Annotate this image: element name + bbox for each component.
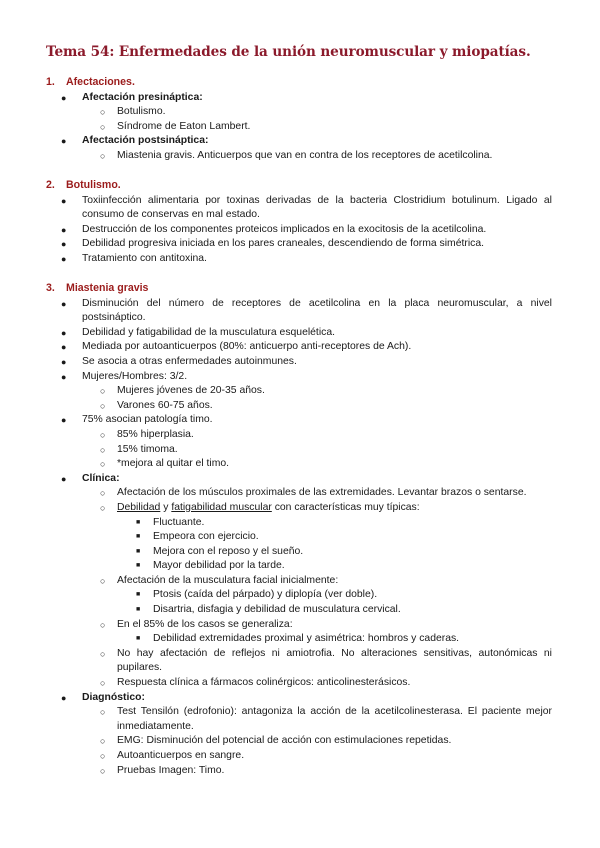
square-bullet-icon: ■: [136, 562, 141, 570]
list-item: ○ 85% hiperplasia.: [0, 428, 553, 443]
circle-bullet-icon: ○: [100, 386, 106, 397]
list-item: ○ Botulismo.: [0, 105, 552, 120]
list-item: ○ Miastenia gravis. Anticuerpos que van en contra de los receptores de acetilcolina.: [0, 149, 552, 164]
bullet-icon: ●: [61, 415, 67, 426]
list-item: ○ Afectación de la musculatura facial inicialmente:: [0, 574, 553, 589]
list-item: ● Destrucción de los componentes proteicos implicados en la exocitosis de la acetilcolina.: [0, 223, 552, 238]
list-item: ■ Mayor debilidad por la tarde.: [0, 559, 553, 574]
list-item: ● Debilidad progresiva iniciada en los pares craneales, descendiendo de forma simétrica.: [0, 237, 552, 252]
bullet-icon: ●: [61, 356, 67, 367]
list-item: ■ Fluctuante.: [0, 516, 553, 531]
list-item: ■ Debilidad extremidades proximal y asimétrica: hombros y caderas.: [0, 632, 553, 647]
list-item: ○ Test Tensilón (edrofonio): antagoniza la acción de la acetilcolinesterasa. El paciente mejor inmediatamente.: [100, 706, 552, 732]
square-bullet-icon: ■: [136, 533, 141, 541]
bullet-icon: ●: [61, 253, 67, 264]
list-item: ○ *mejora al quitar el timo.: [0, 457, 553, 472]
list-item: ○ Afectación de los músculos proximales de las extremidades. Levantar brazos o sentarse.: [0, 486, 553, 501]
bullet-icon: ●: [61, 239, 67, 250]
circle-bullet-icon: ○: [100, 150, 106, 161]
list-item: ○ Respuesta clínica a fármacos colinérgicos: anticolinesterásicos.: [0, 676, 553, 691]
circle-bullet-icon: ○: [100, 121, 106, 132]
list-item: ● Debilidad y fatigabilidad de la musculatura esquelética.: [0, 326, 553, 341]
circle-bullet-icon: ○: [100, 619, 106, 630]
circle-bullet-icon: ○: [100, 707, 106, 718]
bullet-icon: ●: [61, 473, 67, 484]
circle-bullet-icon: ○: [100, 107, 106, 118]
list-item: ■ Ptosis (caída del párpado) y diplopía (ver doble).: [0, 588, 553, 603]
bullet-icon: ●: [61, 92, 67, 103]
circle-bullet-icon: ○: [100, 444, 106, 455]
list-item: ○ Pruebas Imagen: Timo.: [0, 764, 553, 779]
circle-bullet-icon: ○: [100, 575, 106, 586]
list-item: ○ 15% timoma.: [0, 443, 553, 458]
list-item: ○ Varones 60-75 años.: [0, 399, 553, 414]
list-item: ■ Empeora con ejercicio.: [0, 530, 553, 545]
list-item: ● Mediada por autoanticuerpos (80%: anticuerpo anti-receptores de Ach).: [0, 340, 553, 355]
circle-bullet-icon: ○: [100, 648, 106, 659]
square-bullet-icon: ■: [136, 591, 141, 599]
list-item: ■ Disartria, disfagia y debilidad de musculatura cervical.: [0, 603, 553, 618]
list-item: ○ Autoanticuerpos en sangre.: [0, 749, 553, 764]
circle-bullet-icon: ○: [100, 751, 106, 761]
square-bullet-icon: ■: [136, 606, 141, 614]
bullet-icon: ●: [61, 224, 67, 235]
square-bullet-icon: ■: [136, 547, 141, 555]
section-heading: 2. Botulismo.: [46, 179, 121, 191]
list-item: ● 75% asocian patología timo.: [0, 413, 553, 428]
list-item: ● Mujeres/Hombres: 3/2.: [0, 370, 553, 385]
list-item: ○ Mujeres jóvenes de 20-35 años.: [0, 384, 553, 399]
circle-bullet-icon: ○: [100, 488, 106, 499]
list-item: ● Afectación presináptica:: [0, 91, 552, 106]
list-item: ● Toxiinfección alimentaria por toxinas derivadas de la bacteria Clostridium botulinum. Ligado al consumo de conservas en mal estado.: [61, 194, 552, 221]
bullet-icon: ●: [61, 327, 67, 338]
list-item: ○ En el 85% de los casos se generaliza:: [0, 618, 553, 633]
square-bullet-icon: ■: [136, 518, 141, 526]
bullet-icon: ●: [61, 692, 67, 703]
list-item: ○ EMG: Disminución del potencial de acción con estimulaciones repetidas.: [0, 734, 553, 749]
list-item: ○ Debilidad y fatigabilidad muscular con características muy típicas:: [0, 501, 553, 516]
square-bullet-icon: ■: [136, 635, 141, 643]
list-item: ● Clínica:: [0, 472, 553, 487]
circle-bullet-icon: ○: [100, 678, 106, 689]
circle-bullet-icon: ○: [100, 736, 106, 747]
list-item: ● Disminución del número de receptores de acetilcolina en la placa neuromuscular, a nivel postsináptico.: [61, 297, 552, 324]
list-item: ○ Síndrome de Eaton Lambert.: [0, 120, 552, 135]
circle-bullet-icon: ○: [100, 400, 106, 411]
list-item: ■ Mejora con el reposo y el sueño.: [0, 545, 553, 560]
list-item: ● Diagnóstico:: [0, 691, 553, 706]
bullet-icon: ●: [61, 342, 67, 353]
circle-bullet-icon: ○: [100, 502, 106, 513]
bullet-icon: ●: [61, 136, 67, 147]
bullet-icon: ●: [61, 298, 67, 309]
bullet-icon: ●: [61, 195, 67, 206]
section-heading: 3. Miastenia gravis: [46, 282, 149, 294]
page-title: Tema 54: Enfermedades de la unión neuromuscular y miopatías.: [46, 44, 531, 60]
circle-bullet-icon: ○: [100, 429, 106, 440]
list-item: ● Tratamiento con antitoxina.: [0, 252, 552, 267]
list-item: ● Se asocia a otras enfermedades autoinmunes.: [0, 355, 553, 370]
list-item: ○ No hay afectación de reflejos ni amiotrofia. No alteraciones sensitivas, autonómicas ni pupilares.: [100, 647, 552, 674]
list-item: ● Afectación postsináptica:: [0, 134, 552, 149]
circle-bullet-icon: ○: [100, 459, 106, 470]
bullet-icon: ●: [61, 371, 67, 382]
circle-bullet-icon: ○: [100, 765, 106, 776]
section-heading: 1. Afectaciones.: [46, 76, 135, 88]
